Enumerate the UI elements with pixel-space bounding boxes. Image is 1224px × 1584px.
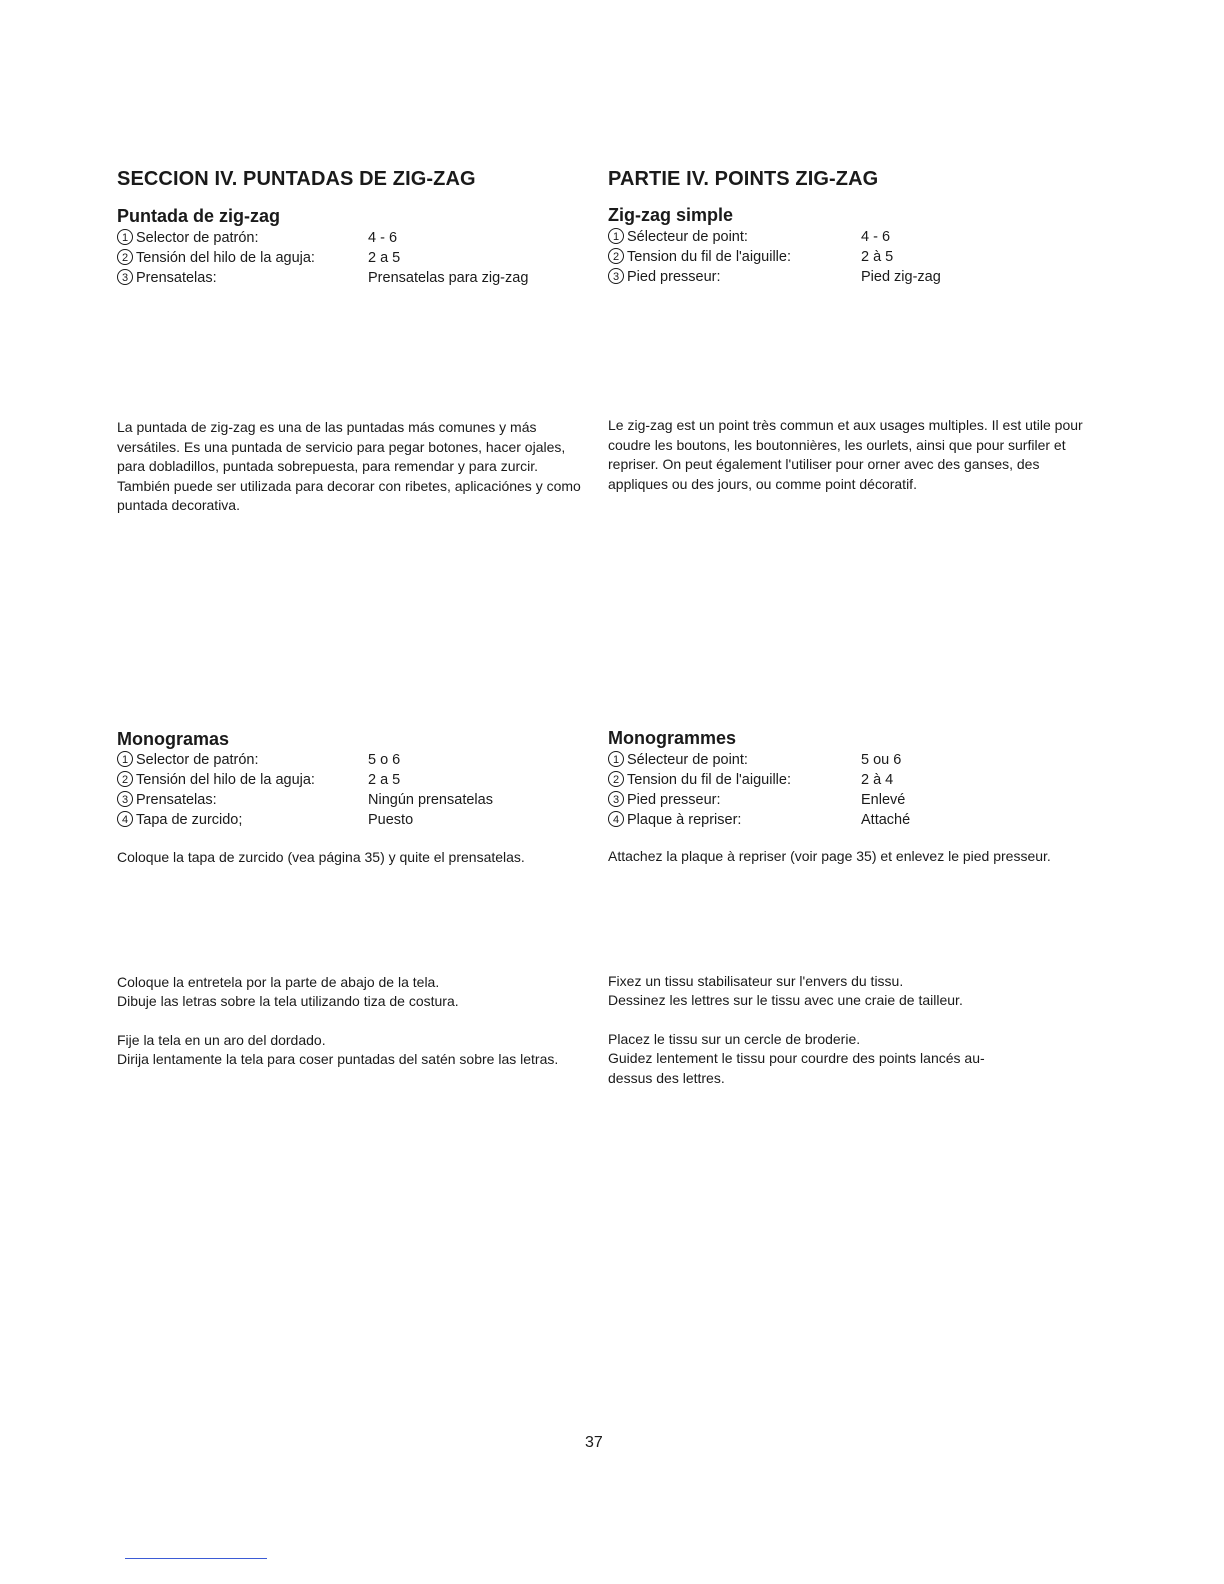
setting-row	[608, 810, 911, 830]
setting-value: 5 o 6	[368, 752, 401, 768]
monogram-step-fr: Guidez lentement le tissu pour courdre des points lancés au-dessus des lettres.	[608, 1050, 985, 1086]
setting-value: 2 a 5	[368, 250, 401, 266]
circled-number: 3	[608, 791, 624, 807]
setting-label: Selector de patrón:	[136, 230, 259, 246]
monogram-title-fr: Monogrammes	[608, 728, 737, 748]
monogram-step-es: Coloque la entretela por la parte de abajo de la tela.	[117, 974, 440, 990]
monogram-step-fr: Dessinez les lettres sur le tissu avec une craie de tailleur.	[608, 992, 963, 1008]
setting-label: Tensión del hilo de la aguja:	[136, 250, 315, 266]
circled-number: 2	[608, 771, 624, 787]
setting-row	[608, 267, 941, 287]
monogram-step-es: Dibuje las letras sobre la tela utilizando tiza de costura.	[117, 993, 459, 1009]
setting-label: Pied presseur:	[627, 792, 721, 808]
circled-number: 1	[608, 751, 624, 767]
monogram-note-fr: Attachez la plaque à repriser (voir page 35) et enlevez le pied presseur.	[608, 848, 1051, 864]
monogram-settings-fr	[608, 750, 911, 830]
setting-value: Pied zig-zag	[861, 269, 941, 285]
setting-label: Tensión del hilo de la aguja:	[136, 772, 315, 788]
setting-value: Attaché	[861, 812, 911, 828]
setting-label: Sélecteur de point:	[627, 752, 748, 768]
setting-label: Prensatelas:	[136, 270, 217, 286]
setting-row	[608, 247, 894, 267]
zigzag-settings-es	[117, 228, 529, 288]
section-title-es: SECCION IV. PUNTADAS DE ZIG-ZAG	[117, 168, 476, 190]
setting-value: 2 a 5	[368, 772, 401, 788]
monogram-step-fr: Placez le tissu sur un cercle de broderie.	[608, 1031, 861, 1047]
circled-number: 4	[608, 811, 624, 827]
zigzag-title-fr: Zig-zag simple	[608, 205, 734, 225]
setting-label: Sélecteur de point:	[627, 229, 748, 245]
setting-value: Ningún prensatelas	[368, 792, 493, 808]
setting-label: Prensatelas:	[136, 792, 217, 808]
zigzag-title-es: Puntada de zig-zag	[117, 206, 281, 226]
setting-value: 2 à 5	[861, 249, 894, 265]
setting-label: Selector de patrón:	[136, 752, 259, 768]
setting-row	[117, 248, 401, 268]
zigzag-description-es: La puntada de zig-zag es una de las puntadas más comunes y más versátiles. Es una puntada de servicio para pegar botones, hacer ojales, para dobladillos, puntada sobrepuesta, para remendar y para zurcir. También puede ser utilizada para decorar con ribetes, aplicaciónes y como puntada decorativa.	[117, 419, 581, 513]
setting-label: Tapa de zurcido;	[136, 812, 243, 828]
zigzag-settings-fr	[608, 227, 941, 287]
setting-row	[117, 750, 401, 770]
setting-row	[608, 790, 906, 810]
setting-value: Enlevé	[861, 792, 906, 808]
setting-label: Tension du fil de l'aiguille:	[627, 772, 791, 788]
setting-row	[608, 750, 902, 770]
setting-row	[117, 790, 493, 810]
monogram-note-es: Coloque la tapa de zurcido (vea página 35) y quite el prensatelas.	[117, 849, 525, 865]
circled-number: 1	[608, 228, 624, 244]
setting-row	[608, 770, 894, 790]
circled-number: 3	[608, 268, 624, 284]
setting-value: 4 - 6	[861, 229, 891, 245]
monogram-step-fr: Fixez un tissu stabilisateur sur l'envers du tissu.	[608, 973, 904, 989]
monogram-title-es: Monogramas	[117, 729, 230, 749]
circled-number: 2	[117, 249, 133, 265]
circled-number: 1	[117, 229, 133, 245]
setting-row	[117, 228, 398, 248]
setting-label: Pied presseur:	[627, 269, 721, 285]
setting-row	[117, 268, 529, 288]
section-title-fr: PARTIE IV. POINTS ZIG-ZAG	[608, 168, 879, 190]
circled-number: 1	[117, 751, 133, 767]
setting-label: Plaque à repriser:	[627, 812, 742, 828]
footer-rule	[125, 1558, 267, 1559]
setting-value: 4 - 6	[368, 230, 398, 246]
monogram-step-es: Fije la tela en un aro del dordado.	[117, 1032, 326, 1048]
circled-number: 2	[608, 248, 624, 264]
setting-value: Puesto	[368, 812, 414, 828]
page-number: 37	[585, 1434, 603, 1451]
setting-value: 5 ou 6	[861, 752, 902, 768]
setting-value: 2 à 4	[861, 772, 894, 788]
monogram-settings-es	[117, 750, 493, 830]
circled-number: 3	[117, 791, 133, 807]
setting-value: Prensatelas para zig-zag	[368, 270, 529, 286]
circled-number: 2	[117, 771, 133, 787]
setting-row	[608, 227, 891, 247]
setting-row	[117, 810, 414, 830]
setting-row	[117, 770, 401, 790]
circled-number: 3	[117, 269, 133, 285]
monogram-step-es: Dirija lentamente la tela para coser puntadas del satén sobre las letras.	[117, 1051, 559, 1067]
setting-label: Tension du fil de l'aiguille:	[627, 249, 791, 265]
circled-number: 4	[117, 811, 133, 827]
zigzag-description-fr: Le zig-zag est un point très commun et aux usages multiples. Il est utile pour coudre les boutons, les boutonnières, les ourlets, ainsi que pour surfiler et repriser. On peut également l'utiliser pour orner avec des ganses, des appliques ou des jours, ou comme point décoratif.	[608, 417, 1083, 492]
